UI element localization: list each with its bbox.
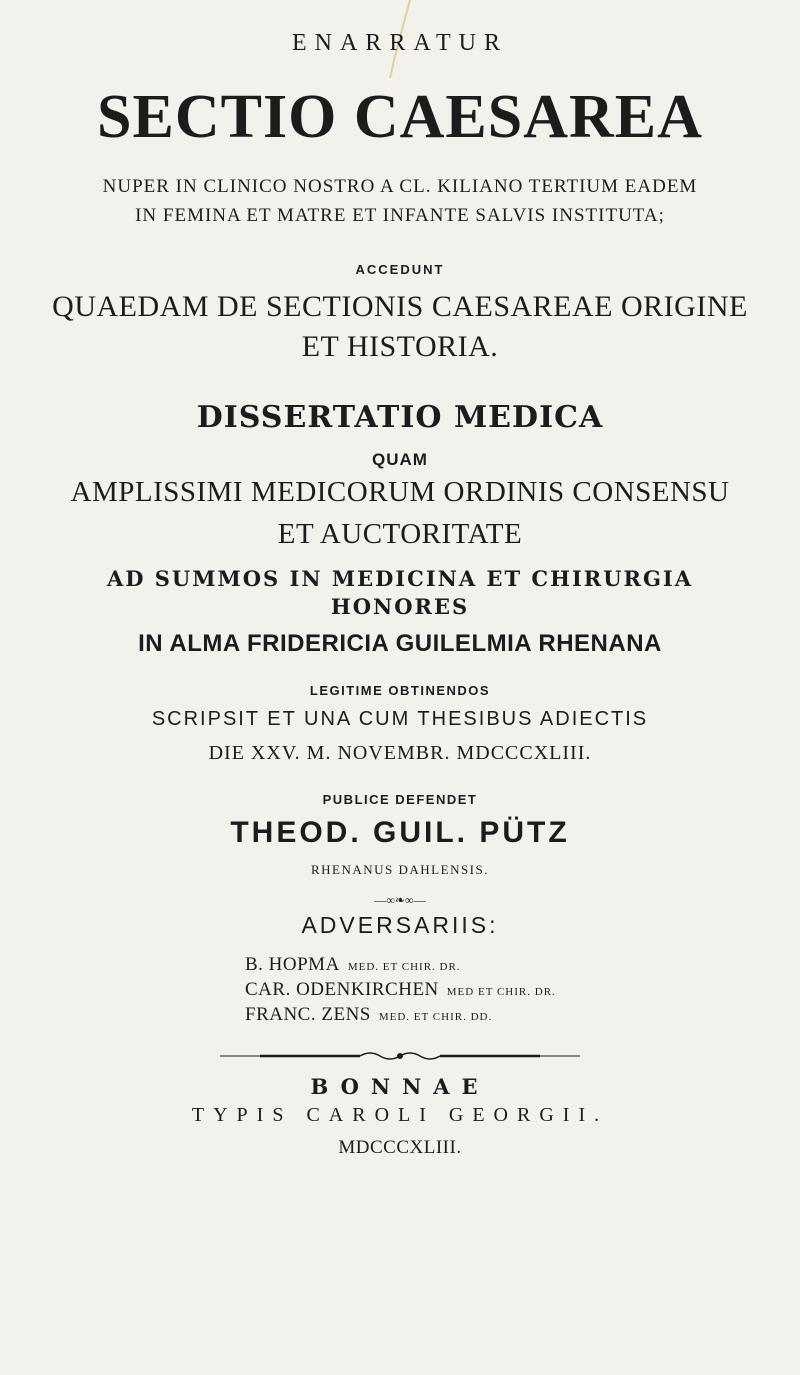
author-origin: RHENANUS DAHLENSIS.: [310, 862, 489, 877]
imprint-year: MDCCCXLIII.: [338, 1137, 462, 1158]
auctoritate-line: ET AUCTORITATE: [277, 518, 523, 550]
adversary-name: FRANC. ZENS: [245, 1004, 371, 1025]
date-line: DIE XXV. M. NOVEMBR. MDCCCXLIII.: [208, 742, 592, 764]
ornamental-rule: [220, 1049, 580, 1063]
legitime-label: LEGITIME OBTINENDOS: [309, 683, 491, 698]
main-title: SECTIO CAESAREA: [97, 83, 703, 151]
adversary-degree: MED. ET CHIR. DR.: [347, 961, 461, 973]
adversaries-heading: ADVERSARIIS:: [301, 912, 499, 938]
imprint-printer: TYPIS CAROLI GEORGII.: [191, 1104, 609, 1126]
adversary-entry: [245, 979, 556, 1001]
adversary-degree: MED. ET CHIR. DD.: [378, 1011, 493, 1023]
quam-label: QUAM: [372, 450, 428, 469]
amplissimi-line: AMPLISSIMI MEDICORUM ORDINIS CONSENSU: [70, 476, 730, 508]
adversary-entry: [245, 954, 461, 976]
subtitle-line-2: IN FEMINA ET MATRE ET INFANTE SALVIS INSTITUTA;: [135, 205, 665, 226]
publice-label: PUBLICE DEFENDET: [322, 792, 478, 807]
adversary-name: CAR. ODENKIRCHEN: [245, 979, 439, 1000]
dissertation-heading: DISSERTATIO MEDICA: [196, 400, 604, 435]
honores-line: HONORES: [330, 594, 470, 619]
accedunt-label: ACCEDUNT: [355, 262, 445, 277]
adversary-name: B. HOPMA: [245, 954, 340, 975]
summos-line: AD SUMMOS IN MEDICINA ET CHIRURGIA: [106, 566, 694, 591]
adversary-entry: [245, 1004, 492, 1026]
ornament-divider: —∞❧∞—: [374, 893, 426, 907]
enarratur-line: ENARRATUR: [291, 30, 508, 56]
subtitle-line-1: NUPER IN CLINICO NOSTRO A CL. KILIANO TERTIUM EADEM: [102, 176, 698, 197]
university-line: IN ALMA FRIDERICIA GUILELMIA RHENANA: [138, 630, 662, 657]
imprint-city: BONNAE: [310, 1074, 490, 1099]
historia-line: ET HISTORIA.: [301, 330, 499, 363]
quaedam-line: QUAEDAM DE SECTIONIS CAESAREAE ORIGINE: [52, 290, 748, 323]
adversary-degree: MED ET CHIR. DR.: [446, 986, 556, 998]
scripsit-line: SCRIPSIT ET UNA CUM THESIBUS ADIECTIS: [151, 708, 649, 730]
author-name: THEOD. GUIL. PÜTZ: [230, 816, 570, 849]
